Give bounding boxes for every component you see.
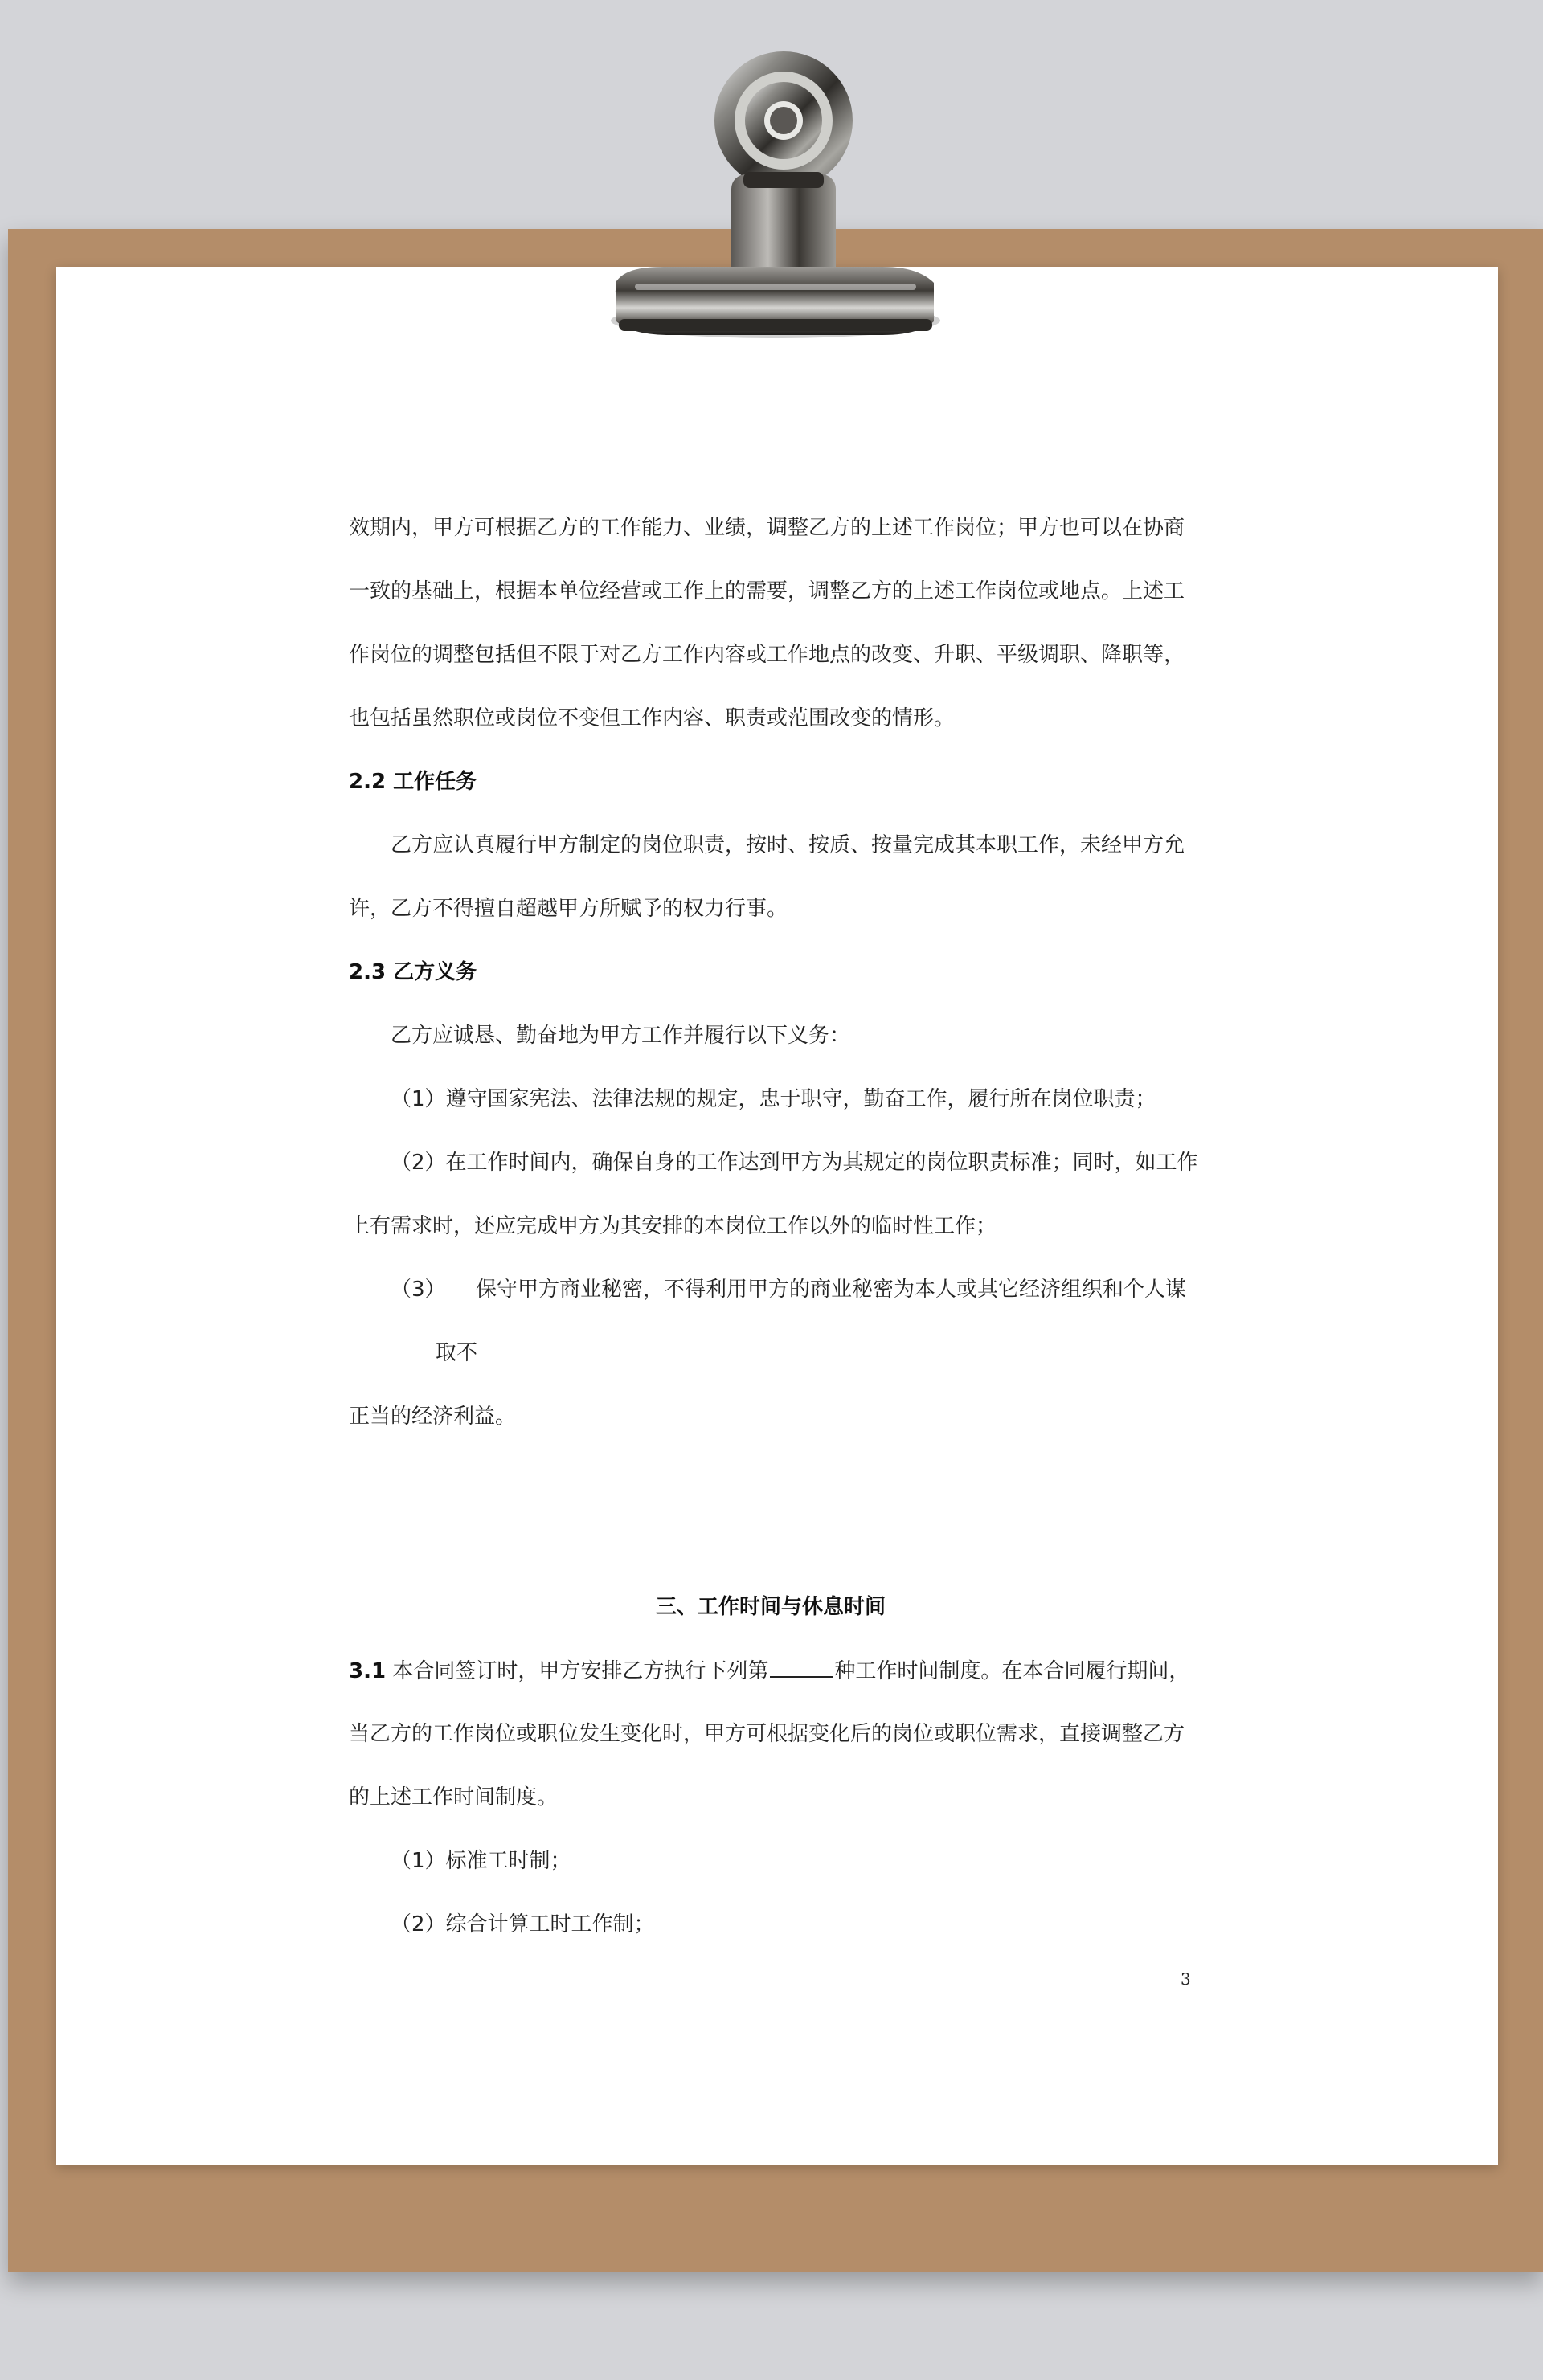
paragraph-line-4: 也包括虽然职位或岗位不变但工作内容、职责或范围改变的情形。	[349, 706, 956, 730]
obligation-item-3-line-3: 正当的经济利益。	[349, 1405, 517, 1429]
obligation-item-3-line-2: 取不	[436, 1341, 478, 1365]
section-2-2-heading: 2.2 工作任务	[349, 770, 477, 794]
obligation-item-3-number: （3）	[391, 1278, 446, 1302]
section-2-2-line-2: 许，乙方不得擅自超越甲方所赋予的权力行事。	[349, 897, 788, 921]
clause-3-1-line-2: 当乙方的工作岗位或职位发生变化时，甲方可根据变化后的岗位或职位需求，直接调整乙方	[349, 1722, 1185, 1746]
clause-3-1-line-1	[349, 1657, 1189, 1685]
obligation-item-2-line-2: 上有需求时，还应完成甲方为其安排的本岗位工作以外的临时性工作；	[349, 1214, 997, 1238]
clause-3-1-number: 3.1	[349, 1659, 387, 1683]
binder-clip-icon	[579, 50, 956, 355]
work-time-system-blank[interactable]	[770, 1657, 833, 1678]
paragraph-line-2: 一致的基础上，根据本单位经营或工作上的需要，调整乙方的上述工作岗位或地点。上述工	[349, 579, 1185, 603]
paragraph-line-1: 效期内，甲方可根据乙方的工作能力、业绩，调整乙方的上述工作岗位；甲方也可以在协商	[349, 516, 1185, 540]
obligation-item-2-line-1: （2）在工作时间内，确保自身的工作达到甲方为其规定的岗位职责标准；同时，如工作	[391, 1151, 1198, 1175]
obligation-item-3-line-1: 保守甲方商业秘密，不得利用甲方的商业秘密为本人或其它经济组织和个人谋	[476, 1278, 1187, 1302]
section-2-3-heading: 2.3 乙方义务	[349, 960, 477, 984]
working-hours-option-2: （2）综合计算工时工作制；	[391, 1912, 655, 1936]
page-number: 3	[1181, 1969, 1191, 1989]
clause-3-1-text-after: 种工作时间制度。在本合同履行期间，	[834, 1659, 1190, 1683]
working-hours-option-1: （1）标准工时制；	[391, 1849, 571, 1873]
clause-3-1-text-before: 本合同签订时，甲方安排乙方执行下列第	[392, 1659, 769, 1683]
clause-3-1-line-3: 的上述工作时间制度。	[349, 1785, 559, 1810]
section-2-3-intro: 乙方应诚恳、勤奋地为甲方工作并履行以下义务：	[391, 1024, 851, 1048]
obligation-item-1: （1）遵守国家宪法、法律法规的规定，忠于职守，勤奋工作，履行所在岗位职责；	[391, 1087, 1156, 1111]
section-3-title: 三、工作时间与休息时间	[655, 1595, 886, 1619]
paragraph-line-3: 作岗位的调整包括但不限于对乙方工作内容或工作地点的改变、升职、平级调职、降职等，	[349, 643, 1185, 667]
section-2-2-line-1: 乙方应认真履行甲方制定的岗位职责，按时、按质、按量完成其本职工作，未经甲方允	[391, 833, 1185, 857]
